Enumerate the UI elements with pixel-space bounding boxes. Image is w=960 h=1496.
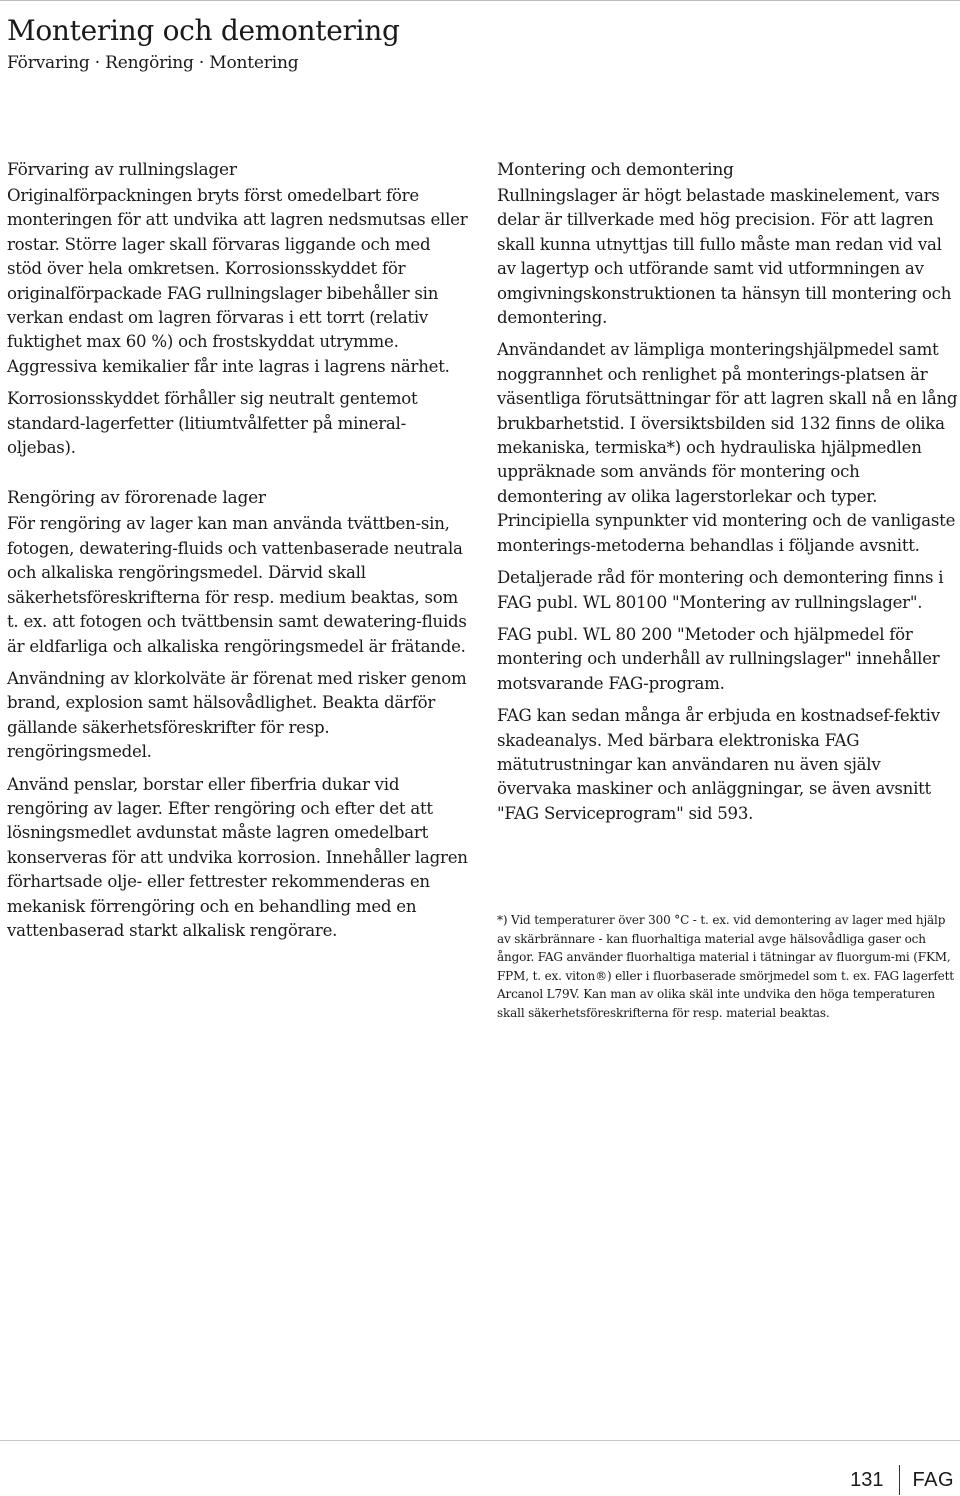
right-column <box>497 158 959 852</box>
page-header <box>7 12 957 76</box>
paragraph: För rengöring av lager kan man använda tvättben-sin, fotogen, dewatering-fluids och vattenbaserade neutrala och alkaliska rengöringsmedel. Därvid skall säkerhetsföreskrifterna för resp. medium beaktas, som t. ex. att fotogen och tvättbensin samt dewatering-fluids är eldfarliga och alkaliska rengöringsmedel är frätande. <box>7 514 467 656</box>
page-title: Montering och demontering <box>7 14 400 47</box>
page-number: 131 <box>850 1468 884 1491</box>
footer-rule <box>0 1440 960 1441</box>
left-column <box>7 158 469 969</box>
page-subtitle: Förvaring · Rengöring · Montering <box>7 53 299 73</box>
paragraph: FAG publ. WL 80 200 "Metoder och hjälpmedel för montering och underhåll av rullningslager" innehåller motsvarande FAG-program. <box>497 624 940 693</box>
section-cleaning <box>7 486 469 943</box>
section-heading-mounting: Montering och demontering <box>497 160 734 180</box>
section-heading-storage: Förvaring av rullningslager <box>7 160 237 180</box>
paragraph: Korrosionsskyddet förhåller sig neutralt gentemot standard-lagerfetter (litiumtvålfetter på mineral-oljebas). <box>7 389 418 458</box>
footer-divider <box>899 1465 900 1495</box>
paragraph: Rullningslager är högt belastade maskinelement, vars delar är tillverkade med hög precision. För att lagren skall kunna utnyttjas till fullo måste man redan vid val av lagertyp och utförande samt vid utformningen av omgivningskonstruktionen ta hänsyn till montering och demontering. <box>497 186 952 328</box>
paragraph: Använd penslar, borstar eller fiberfria dukar vid rengöring av lager. Efter rengöring och efter det att lösningsmedlet avdunstat måste lagren omedelbart konserveras för att undvika korrosion. Innehåller lagren förhartsade olje- eller fettrester rekommenderas en mekanisk förrengöring och en behandling med en vattenbaserad starkt alkalisk rengörare. <box>7 774 468 940</box>
paragraph: Användning av klorkolväte är förenat med risker genom brand, explosion samt hälsovådlighet. Beakta därför gällande säkerhetsföreskrifter för resp. rengöringsmedel. <box>7 668 467 762</box>
footnote: *) Vid temperaturer över 300 °C - t. ex. vid demontering av lager med hjälp av skärbrännare - kan fluorhaltiga material avge hälsovådliga gaser och ångor. FAG använder fluorhaltiga material i tätningar av fluorgum-mi (FKM, FPM, t. ex. viton®) eller i fluorbaserade smörjmedel som t. ex. FAG lagerfett Arcanol L79V. Kan man av olika skäl inte undvika den höga temperaturen skall säkerhetsföreskrifterna för resp. material beaktas. <box>497 913 954 1020</box>
brand-logo: FAG <box>912 1468 954 1491</box>
paragraph: Originalförpackningen bryts först omedelbart före monteringen för att undvika att lagren nedsmutsas eller rostar. Större lager skall förvaras liggande och med stöd över hela omkretsen. Korrosionsskyddet för originalförpackade FAG rullningslager bibehåller sin verkan endast om lagren förvaras i ett torrt (relativ fuktighet max 60 %) och frostskyddat utrymme. Aggressiva kemikalier får inte lagras i lagrens närhet. <box>7 186 468 376</box>
page-footer <box>850 1466 954 1494</box>
top-rule <box>0 0 960 1</box>
paragraph: FAG kan sedan många år erbjuda en kostnadsef-fektiv skadeanalys. Med bärbara elektroniska FAG mätutrustningar kan användaren nu även själv övervaka maskiner och anläggningar, se även avsnitt "FAG Serviceprogram" sid 593. <box>497 706 940 823</box>
section-heading-cleaning: Rengöring av förorenade lager <box>7 488 266 509</box>
section-storage <box>7 158 469 460</box>
section-mounting <box>497 158 959 826</box>
paragraph: Detaljerade råd för montering och demontering finns i FAG publ. WL 80100 "Montering av rullningslager". <box>497 568 944 612</box>
paragraph: Användandet av lämpliga monteringshjälpmedel samt noggrannhet och renlighet på monterings-platsen är väsentliga förutsättningar för att lagren skall nå en lång brukbarhetstid. I översiktsbilden sid 132 finns de olika mekaniska, termiska*) och hydrauliska hjälpmedlen uppräknade som används för montering och demontering av olika lagerstorlekar och typer. Principiella synpunkter vid montering och de vanligaste monterings-metoderna behandlas i följande avsnitt. <box>497 340 958 555</box>
